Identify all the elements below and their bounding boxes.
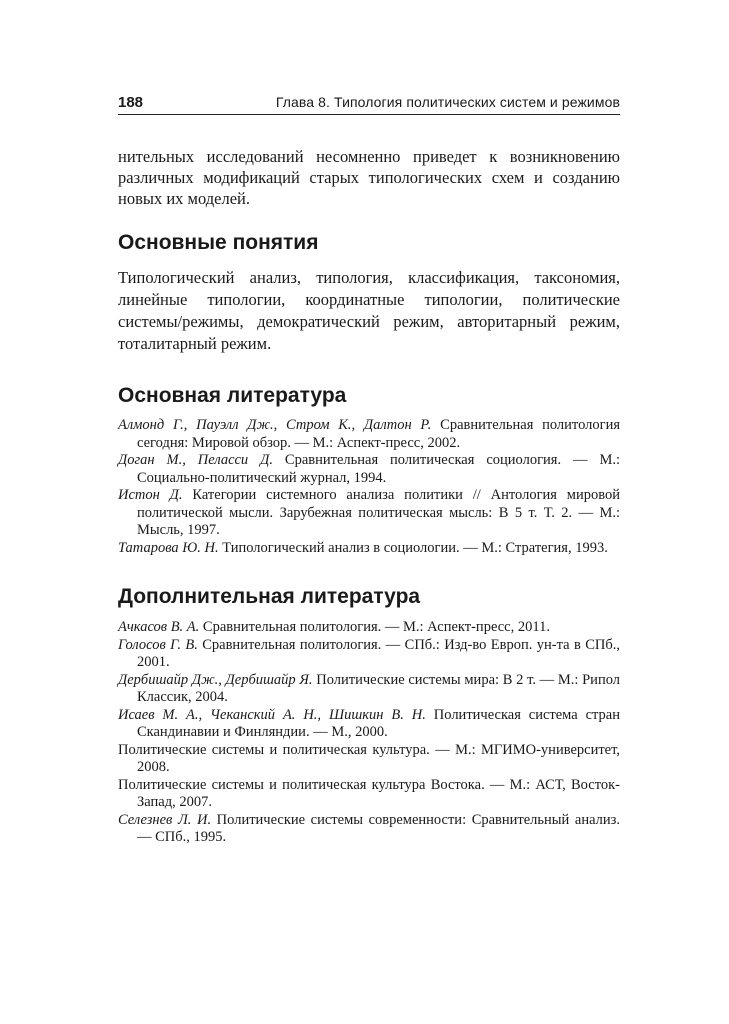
reference-text: Типологический анализ в социологии. — М.: Стратегия, 1993. [218, 539, 608, 556]
concepts-paragraph: Типологический анализ, типология, классификация, таксономия, линейные типологии, координатные типологии, политические системы/режимы, демократический режим, авторитарный режим, тоталитарный режим. [118, 268, 620, 353]
reference-author: Истон Д. [118, 487, 183, 503]
book-page [118, 94, 620, 847]
reference-item [118, 540, 620, 558]
reference-item [118, 637, 620, 672]
reference-text: Политические системы современности: Сравнительный анализ. — СПб., 1995. [137, 811, 620, 845]
reference-author: Исаев М. А., Чеканский А. Н., Шишкин В. Н. [118, 706, 426, 723]
extra-literature-list [118, 619, 620, 847]
reference-text: Сравнительная политология. — М.: Аспект-пресс, 2011. [199, 619, 550, 635]
reference-text: Сравнительная политология сегодня: Мировой обзор. — М.: Аспект-пресс, 2002. [137, 417, 620, 451]
reference-item [118, 707, 620, 742]
reference-item [118, 672, 620, 707]
extra-literature-heading: Дополнительная литература [118, 585, 421, 608]
reference-author: Селезнев Л. И. [118, 811, 212, 828]
reference-item [118, 742, 620, 777]
main-literature-list [118, 417, 620, 557]
reference-text: Политическая система стран Скандинавии и Финляндии. — М., 2000. [137, 706, 620, 740]
running-head-title: Глава 8. Типология политических систем и режимов [275, 94, 620, 110]
reference-text: Политические системы и политическая культура Востока. — М.: АСТ, Восток-Запад, 2007. [118, 776, 620, 810]
reference-author: Доган М., Пеласси Д. [118, 452, 273, 468]
reference-author: Ачкасов В. А. [118, 619, 200, 635]
reference-text: Сравнительная политология. — СПб.: Изд-во Европ. ун-та в СПб., 2001. [137, 636, 620, 670]
reference-author: Дербишайр Дж., Дербишайр Я. [118, 671, 313, 688]
reference-item [118, 619, 620, 637]
page-number: 188 [118, 94, 144, 111]
reference-item [118, 417, 620, 452]
reference-item [118, 452, 620, 487]
reference-item [118, 777, 620, 812]
reference-item [118, 487, 620, 540]
reference-author: Алмонд Г., Пауэлл Дж., Стром К., Далтон Р. [118, 417, 432, 433]
concepts-heading: Основные понятия [118, 231, 319, 254]
reference-author: Голосов Г. В. [118, 636, 198, 653]
reference-item [118, 812, 620, 847]
reference-text: Политические системы и политическая культура. — М.: МГИМО-университет, 2008. [118, 741, 620, 775]
reference-text: Сравнительная политическая социология. — М.: Социально-политический журнал, 1994. [137, 452, 621, 486]
main-literature-heading: Основная литература [118, 384, 347, 407]
reference-text: Политические системы мира: В 2 т. — М.: Рипол Классик, 2004. [137, 671, 620, 705]
reference-text: Категории системного анализа политики // Антология мировой политической мысли. Зарубежная политическая мысль: В 5 т. Т. 2. — М.: Мысль, 1997. [137, 487, 620, 538]
running-header [118, 94, 620, 115]
intro-paragraph: нительных исследований несомненно приведет к возникновению различных модификаций старых типологических схем и созданию новых их моделей. [118, 147, 620, 208]
reference-author: Татарова Ю. Н. [118, 539, 219, 556]
